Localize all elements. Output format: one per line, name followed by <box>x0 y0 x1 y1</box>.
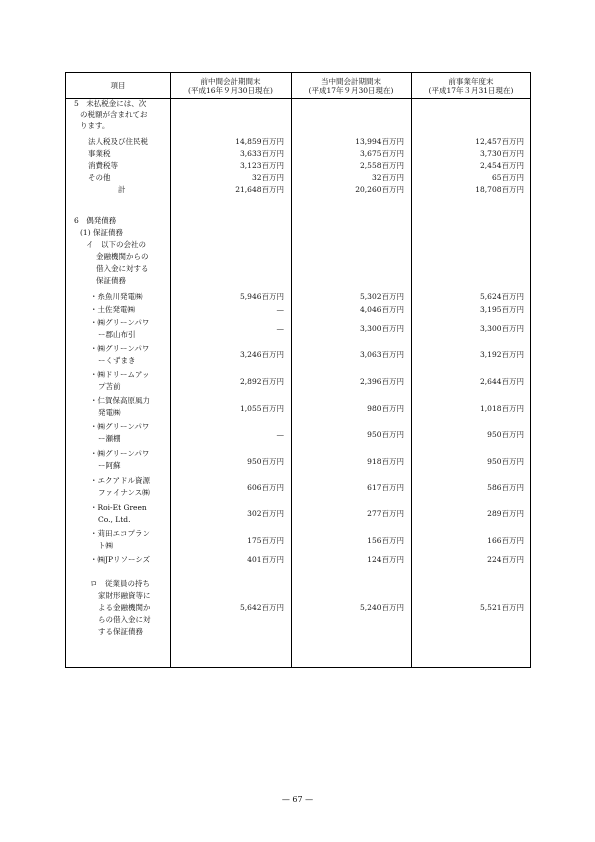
guarantee-row-value-col3: 3,195百万円 <box>480 305 524 314</box>
guarantee-row-value-col3: 224百万円 <box>487 555 524 564</box>
guarantee-row-value-col3: 950百万円 <box>487 457 524 466</box>
tax-row-value-col2: 13,994百万円 <box>355 137 404 146</box>
column-divider <box>170 73 171 667</box>
header-col3-date: (平成17年３月31日現在) <box>428 85 514 95</box>
header-col2-date: (平成17年９月30日現在) <box>308 85 394 95</box>
guarantee-row-value-col1: 302百万円 <box>247 509 284 518</box>
guarantee-row-value-col3: 3,192百万円 <box>480 350 524 359</box>
guarantee-row-value-col2: 950百万円 <box>367 430 404 439</box>
guarantee-row-value-col3: 5,624百万円 <box>480 292 524 301</box>
tax-total-value-col3: 18,708百万円 <box>475 185 524 194</box>
guarantee-row-label: 発電㈱ <box>98 408 121 417</box>
column-divider <box>291 73 292 667</box>
tax-row-value-col1: 3,633百万円 <box>240 149 284 158</box>
guarantee-row-label: ー郡山布引 <box>98 330 136 339</box>
tax-row-value-col2: 3,675百万円 <box>360 149 404 158</box>
employee-guarantee-value-col1: 5,642百万円 <box>240 603 284 612</box>
guarantee-row-label: ・苅田エコプラン <box>90 529 150 538</box>
employee-guarantee-label: 家財形融資等に <box>98 591 151 600</box>
header-col1 <box>170 73 291 98</box>
guarantee-row-label: ・㈱グリーンパワ <box>90 344 150 353</box>
guarantee-row-value-col3: 289百万円 <box>487 509 524 518</box>
header-col3 <box>411 73 531 98</box>
guarantee-row-value-col2: 617百万円 <box>367 483 404 492</box>
tax-row-value-col1: 14,859百万円 <box>235 137 284 146</box>
guarantee-row-value-col1: 1,055百万円 <box>240 404 284 413</box>
tax-row-value-col3: 12,457百万円 <box>475 137 524 146</box>
guarantee-row-value-col3: 950百万円 <box>487 430 524 439</box>
guarantee-row-value-col2: 918百万円 <box>367 457 404 466</box>
guarantee-row-value-col3: 2,644百万円 <box>480 377 524 386</box>
tax-row-value-col3: 3,730百万円 <box>480 149 524 158</box>
employee-guarantee-label: よる金融機関か <box>98 603 151 612</box>
tax-row-label: 消費税等 <box>88 161 118 170</box>
guarantee-row-value-col2: 277百万円 <box>367 509 404 518</box>
guarantee-row-value-col1: — <box>276 430 284 439</box>
header-col2-title: 当中間会計期間末 <box>321 76 381 86</box>
guarantee-row-label: ・エクアドル資源 <box>90 476 150 485</box>
section5-heading-line: 5 未払税金には、次 <box>74 99 147 108</box>
section6-heading: 6 偶発債務 <box>74 216 117 225</box>
guarantee-row-value-col3: 1,018百万円 <box>480 404 524 413</box>
financial-notes-table <box>65 72 531 668</box>
guarantee-row-value-col3: 3,300百万円 <box>480 324 524 333</box>
tax-row-value-col3: 65百万円 <box>491 173 524 182</box>
guarantee-row-label: ・土佐発電㈱ <box>90 305 135 314</box>
guarantee-row-value-col2: 3,300百万円 <box>360 324 404 333</box>
employee-guarantee-value-col3: 5,521百万円 <box>480 603 524 612</box>
tax-row-value-col2: 2,558百万円 <box>360 161 404 170</box>
guarantee-row-label: ・㈱グリーンパワ <box>90 422 150 431</box>
guarantee-row-label: ・㈱JPリソーシズ <box>90 555 151 564</box>
page-number: — 67 — <box>281 795 314 804</box>
guarantee-row-value-col1: — <box>276 305 284 314</box>
column-divider <box>411 73 412 667</box>
guarantee-row-label: ー瀬棚 <box>98 434 121 443</box>
tax-total-value-col1: 21,648百万円 <box>235 185 284 194</box>
guarantee-row-value-col1: 175百万円 <box>247 536 284 545</box>
guarantee-row-label: ・㈱グリーンパワ <box>90 318 150 327</box>
guarantee-row-label: ・㈱ドリームアッ <box>90 370 150 379</box>
guarantee-row-label: ・糸魚川発電㈱ <box>90 292 143 301</box>
guarantee-row-label: ーくずまき <box>98 356 136 365</box>
guarantee-row-value-col2: 3,063百万円 <box>360 350 404 359</box>
guarantee-intro-line: 保証債務 <box>96 276 126 285</box>
tax-row-value-col1: 3,123百万円 <box>240 161 284 170</box>
guarantee-row-label: プ苫前 <box>98 382 121 391</box>
guarantee-row-label: ト㈱ <box>98 541 113 550</box>
employee-guarantee-label: する保証債務 <box>98 627 143 636</box>
header-col2 <box>291 73 411 98</box>
section6-subheading: (1) 保証債務 <box>80 228 124 237</box>
tax-total-label: 計 <box>118 185 126 194</box>
employee-guarantee-label: らの借入金に対 <box>98 615 151 624</box>
tax-total-value-col2: 20,260百万円 <box>355 185 404 194</box>
guarantee-row-value-col2: 2,396百万円 <box>360 377 404 386</box>
guarantee-row-value-col1: — <box>276 324 284 333</box>
guarantee-row-value-col1: 606百万円 <box>247 483 284 492</box>
guarantee-row-value-col1: 401百万円 <box>247 555 284 564</box>
guarantee-row-value-col2: 156百万円 <box>367 536 404 545</box>
employee-guarantee-label: ロ 従業員の持ち <box>90 579 150 588</box>
header-col1-date: (平成16年９月30日現在) <box>188 85 273 95</box>
tax-row-value-col1: 32百万円 <box>251 173 284 182</box>
guarantee-row-label: ・仁賀保高原風力 <box>90 396 150 405</box>
guarantee-row-label: ファイナンス㈱ <box>98 488 150 497</box>
guarantee-row-value-col3: 586百万円 <box>487 483 524 492</box>
guarantee-row-value-col3: 166百万円 <box>487 536 524 545</box>
guarantee-row-value-col1: 3,246百万円 <box>240 350 284 359</box>
section5-heading-line: ります。 <box>80 121 110 130</box>
guarantee-row-value-col2: 4,046百万円 <box>360 305 404 314</box>
guarantee-row-label: ・Roi-Et Green <box>90 503 147 512</box>
guarantee-row-value-col1: 2,892百万円 <box>240 377 284 386</box>
guarantee-row-label: ー阿蘇 <box>98 461 121 470</box>
tax-row-label: 法人税及び住民税 <box>88 137 148 146</box>
guarantee-row-value-col2: 980百万円 <box>367 404 404 413</box>
guarantee-row-value-col1: 950百万円 <box>247 457 284 466</box>
guarantee-row-value-col1: 5,946百万円 <box>240 292 284 301</box>
tax-row-value-col2: 32百万円 <box>371 173 404 182</box>
guarantee-row-label: Co., Ltd. <box>98 515 131 524</box>
header-item-label: 項目 <box>110 81 126 90</box>
section5-heading-line: の税額が含まれてお <box>80 110 148 119</box>
guarantee-intro-line: 金融機関からの <box>96 252 149 261</box>
guarantee-row-label: ・㈱グリーンパワ <box>90 449 150 458</box>
guarantee-row-value-col2: 5,302百万円 <box>360 292 404 301</box>
tax-row-label: その他 <box>88 173 111 182</box>
header-item <box>66 73 170 98</box>
tax-row-value-col3: 2,454百万円 <box>480 161 524 170</box>
header-col3-title: 前事業年度末 <box>448 76 494 86</box>
header-col1-title: 前中間会計期間末 <box>200 76 261 86</box>
guarantee-intro-line: 借入金に対する <box>96 264 149 273</box>
guarantee-row-value-col2: 124百万円 <box>367 555 404 564</box>
employee-guarantee-value-col2: 5,240百万円 <box>360 603 404 612</box>
guarantee-intro-line: イ 以下の会社の <box>86 240 146 249</box>
tax-row-label: 事業税 <box>88 149 111 158</box>
